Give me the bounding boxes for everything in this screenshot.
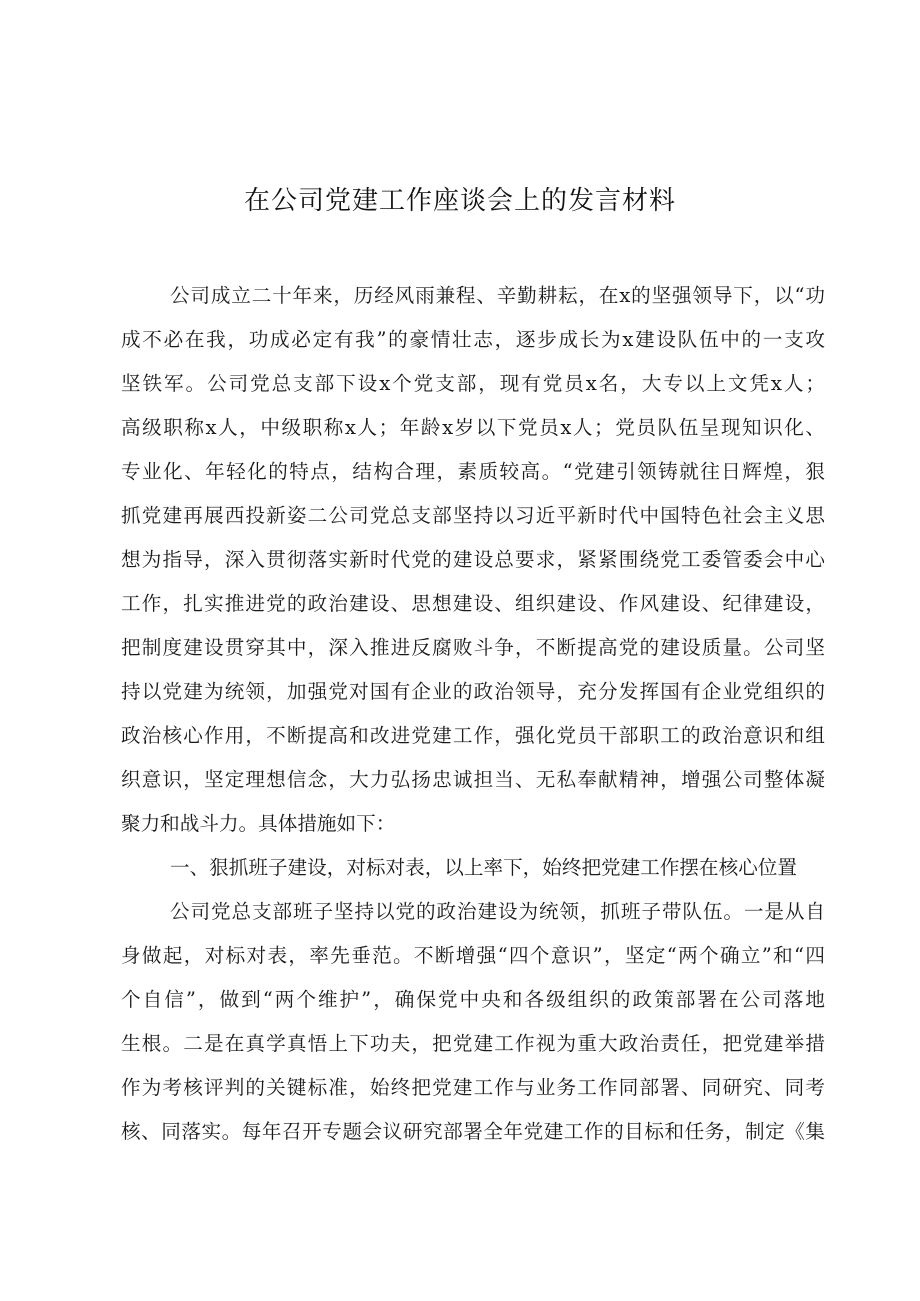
paragraph-line: 核、同落实。每年召开专题会议研究部署全年党建工作的目标和任务，制定《集 — [121, 1120, 825, 1143]
paragraph-line: 持以党建为统领，加强党对国有企业的政治领导，充分发挥国有企业党组织的 — [121, 680, 825, 703]
paragraph-line: 生根。二是在真学真悟上下功夫，把党建工作视为重大政治责任，把党建举措 — [121, 1032, 825, 1055]
paragraph-line: 聚力和战斗力。具体措施如下： — [121, 812, 396, 835]
section-heading: 一、狠抓班子建设，对标对表，以上率下，始终把党建工作摆在核心位置 — [170, 856, 797, 879]
document-body — [121, 274, 825, 1154]
document-title: 在公司党建工作座谈会上的发言材料 — [243, 186, 676, 216]
paragraph-line: 抓党建再展西投新姿二公司党总支部坚持以习近平新时代中国特色社会主义思 — [121, 504, 825, 527]
paragraph-line: 专业化、年轻化的特点，结构合理，素质较高。“党建引领铸就往日辉煌，狠 — [121, 460, 825, 483]
paragraph-line: 作为考核评判的关键标准，始终把党建工作与业务工作同部署、同研究、同考 — [121, 1076, 825, 1099]
paragraph-line: 公司党总支部班子坚持以党的政治建设为统领，抓班子带队伍。一是从自 — [170, 900, 825, 923]
paragraph-line: 个自信”，做到“两个维护”，确保党中央和各级组织的政策部署在公司落地 — [121, 988, 825, 1011]
paragraph-line: 政治核心作用，不断提高和改进党建工作，强化党员干部职工的政治意识和组 — [121, 724, 825, 747]
paragraph-line: 成不必在我，功成必定有我”的豪情壮志，逐步成长为x建设队伍中的一支攻 — [121, 328, 825, 351]
paragraph-line: 工作，扎实推进党的政治建设、思想建设、组织建设、作风建设、纪律建设， — [121, 592, 825, 615]
paragraph-line: 坚铁军。公司党总支部下设x个党支部，现有党员x名，大专以上文凭x人； — [121, 372, 825, 395]
paragraph-line: 公司成立二十年来，历经风雨兼程、辛勤耕耘，在x的坚强领导下，以“功 — [170, 284, 825, 307]
paragraph-line: 高级职称x人，中级职称x人；年龄x岁以下党员x人；党员队伍呈现知识化、 — [121, 416, 825, 439]
paragraph-line: 织意识，坚定理想信念，大力弘扬忠诚担当、无私奉献精神，增强公司整体凝 — [121, 768, 825, 791]
paragraph-line: 身做起，对标对表，率先垂范。不断增强“四个意识”，坚定“两个确立”和“四 — [121, 944, 825, 967]
paragraph-line: 把制度建设贯穿其中，深入推进反腐败斗争，不断提高党的建设质量。公司坚 — [121, 636, 825, 659]
paragraph-line: 想为指导，深入贯彻落实新时代党的建设总要求，紧紧围绕党工委管委会中心 — [121, 548, 825, 571]
